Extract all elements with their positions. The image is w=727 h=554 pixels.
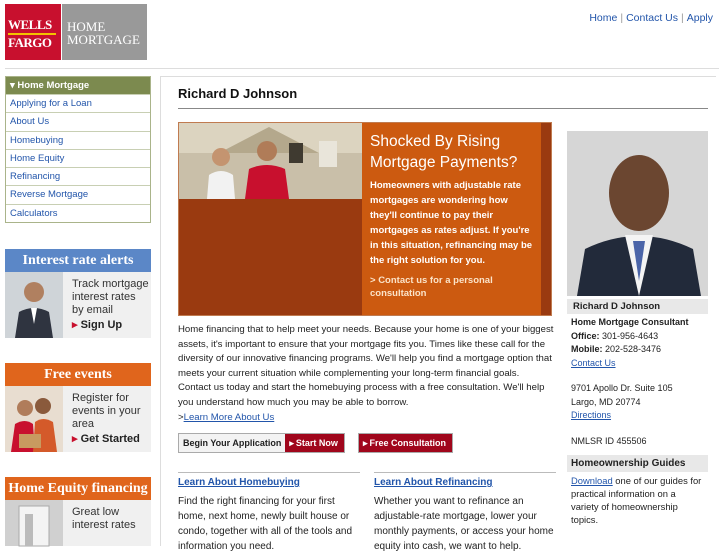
promo-text: Register for events in your area <box>72 392 141 430</box>
nmls-id: NMLSR ID 455506 <box>571 435 647 446</box>
family-photo-icon <box>5 386 63 452</box>
logo-text-mortgage: MORTGAGE <box>67 32 140 47</box>
start-now-button[interactable]: ▸ Start Now <box>285 434 344 452</box>
consultant-name: Richard D Johnson <box>567 299 708 314</box>
header-divider <box>5 68 719 69</box>
promo-title: Interest rate alerts <box>5 249 151 272</box>
promo-text: Track mortgage interest rates by email <box>72 278 149 316</box>
hero-title: Shocked By Rising Mortgage Payments? <box>370 133 518 171</box>
guides-text: one of our guides for practical information on a variety of homeownership topics. <box>571 475 702 525</box>
promo-text: Great low interest rates <box>72 506 136 531</box>
learn-more-link[interactable]: Learn More About Us <box>183 411 275 423</box>
homebuying-column <box>178 472 360 554</box>
directions-link[interactable]: Directions <box>571 410 612 420</box>
homeownership-guides <box>567 455 708 528</box>
nav-heading[interactable] <box>6 77 150 94</box>
nav-item-reverse-mortgage[interactable]: Reverse Mortgage <box>6 185 150 203</box>
logo-text-home: HOME <box>67 19 106 34</box>
businessman-photo-icon <box>5 272 63 338</box>
address-line1: 9701 Apollo Dr. Suite 105 <box>571 383 673 393</box>
contact-us-link[interactable]: Contact Us <box>571 357 616 368</box>
office-label: Office: <box>571 330 600 341</box>
chevron-down-icon: ▾ <box>10 80 18 91</box>
title-divider <box>178 108 708 109</box>
left-nav <box>5 76 151 223</box>
refinancing-text: Whether you want to refinance an adjustable-rate mortgage, lower your monthly payments, or access your home equity into cash, we want to help. <box>374 496 554 552</box>
nav-item-about-us[interactable]: About Us <box>6 112 150 130</box>
house-photo-icon <box>5 500 63 546</box>
address-line2: Largo, MD 20774 <box>571 396 641 407</box>
learn-refinancing-link[interactable]: Learn About Refinancing <box>374 477 493 488</box>
consultant-photo-icon <box>567 131 708 296</box>
logo-text-wells: WELLS <box>8 17 52 32</box>
hero-contact-link[interactable]: > Contact us for a personal consultation <box>370 274 533 300</box>
promo-free-events[interactable] <box>5 363 151 452</box>
guides-heading: Homeownership Guides <box>567 455 708 472</box>
top-link-home[interactable]: Home <box>589 12 618 24</box>
download-link[interactable]: Download <box>571 475 613 486</box>
mobile-phone: 202-528-3476 <box>605 344 662 354</box>
office-phone: 301-956-4643 <box>602 330 659 341</box>
intro-text: Home financing that to help meet your needs. Because your home is one of your biggest assets, it's important to ensure that your mortgage fits you. Times like these call for the diversity of our innovative financing programs. We'll help you find a mortgage option that meets your current situation while complementing your long-term financial goals. Contact us today and start the homebuying process with a free consultation. We'll help you understand how much you may be able to borrow. <box>178 324 554 408</box>
hero-banner[interactable] <box>178 122 552 316</box>
couple-photo-icon <box>179 123 362 199</box>
wells-fargo-logo[interactable] <box>5 4 147 60</box>
promo-interest-rate-alerts[interactable] <box>5 249 151 338</box>
hero-panel <box>362 123 541 315</box>
get-started-link[interactable]: ▸ Get Started <box>72 433 150 446</box>
top-link-apply[interactable]: Apply <box>686 12 713 24</box>
sign-up-link[interactable]: ▸ Sign Up <box>72 319 150 332</box>
consultant-profile <box>567 131 708 450</box>
nav-item-calculators[interactable]: Calculators <box>6 204 150 222</box>
learn-homebuying-link[interactable]: Learn About Homebuying <box>178 477 300 488</box>
logo-wells-fargo-mark <box>5 4 61 60</box>
free-consultation-group <box>358 433 453 453</box>
begin-application-group <box>178 433 345 453</box>
mobile-label: Mobile: <box>571 344 603 354</box>
free-consultation-button[interactable]: ▸ Free Consultation <box>359 434 452 452</box>
nav-item-refinancing[interactable]: Refinancing <box>6 167 150 185</box>
top-link-contact-us[interactable]: Contact Us <box>626 12 678 24</box>
consultant-role: Home Mortgage Consultant <box>571 317 689 327</box>
promo-home-equity[interactable] <box>5 477 151 546</box>
refinancing-column <box>374 472 556 554</box>
begin-application-label: Begin Your Application <box>179 434 285 452</box>
logo-home-mortgage <box>61 4 147 60</box>
page-title: Richard D Johnson <box>178 86 298 101</box>
nav-heading-label: Home Mortgage <box>17 80 90 91</box>
promo-title: Free events <box>5 363 151 386</box>
logo-text-fargo: FARGO <box>8 35 52 50</box>
promo-title: Home Equity financing <box>5 477 151 500</box>
homebuying-text: Find the right financing for your first home, next home, newly built house or condo, together with all of the tools and information you need. <box>178 496 353 552</box>
intro-paragraph: Home financing that to help meet your needs. Because your home is one of your biggest assets, it's important to ensure that your mortgage fits you. Times like these call for the diversity of our innovative financing programs. We'll help you find a mortgage option that meets your current situation while complementing your long-term financial goals. Contact us today and start the homebuying process with a free consultation. We'll help you understand how much you may be able to borrow. >Learn More About Us <box>178 324 554 423</box>
nav-item-homebuying[interactable]: Homebuying <box>6 131 150 149</box>
nav-item-applying[interactable]: Applying for a Loan <box>6 94 150 112</box>
nav-item-home-equity[interactable]: Home Equity <box>6 149 150 167</box>
top-links: Home | Contact Us | Apply <box>589 12 713 24</box>
hero-description: Homeowners with adjustable rate mortgages are wondering how they'll continue to pay their mortgages as rates adjust. If you're in this situation, refinancing may be the right solution for you. <box>370 180 533 266</box>
